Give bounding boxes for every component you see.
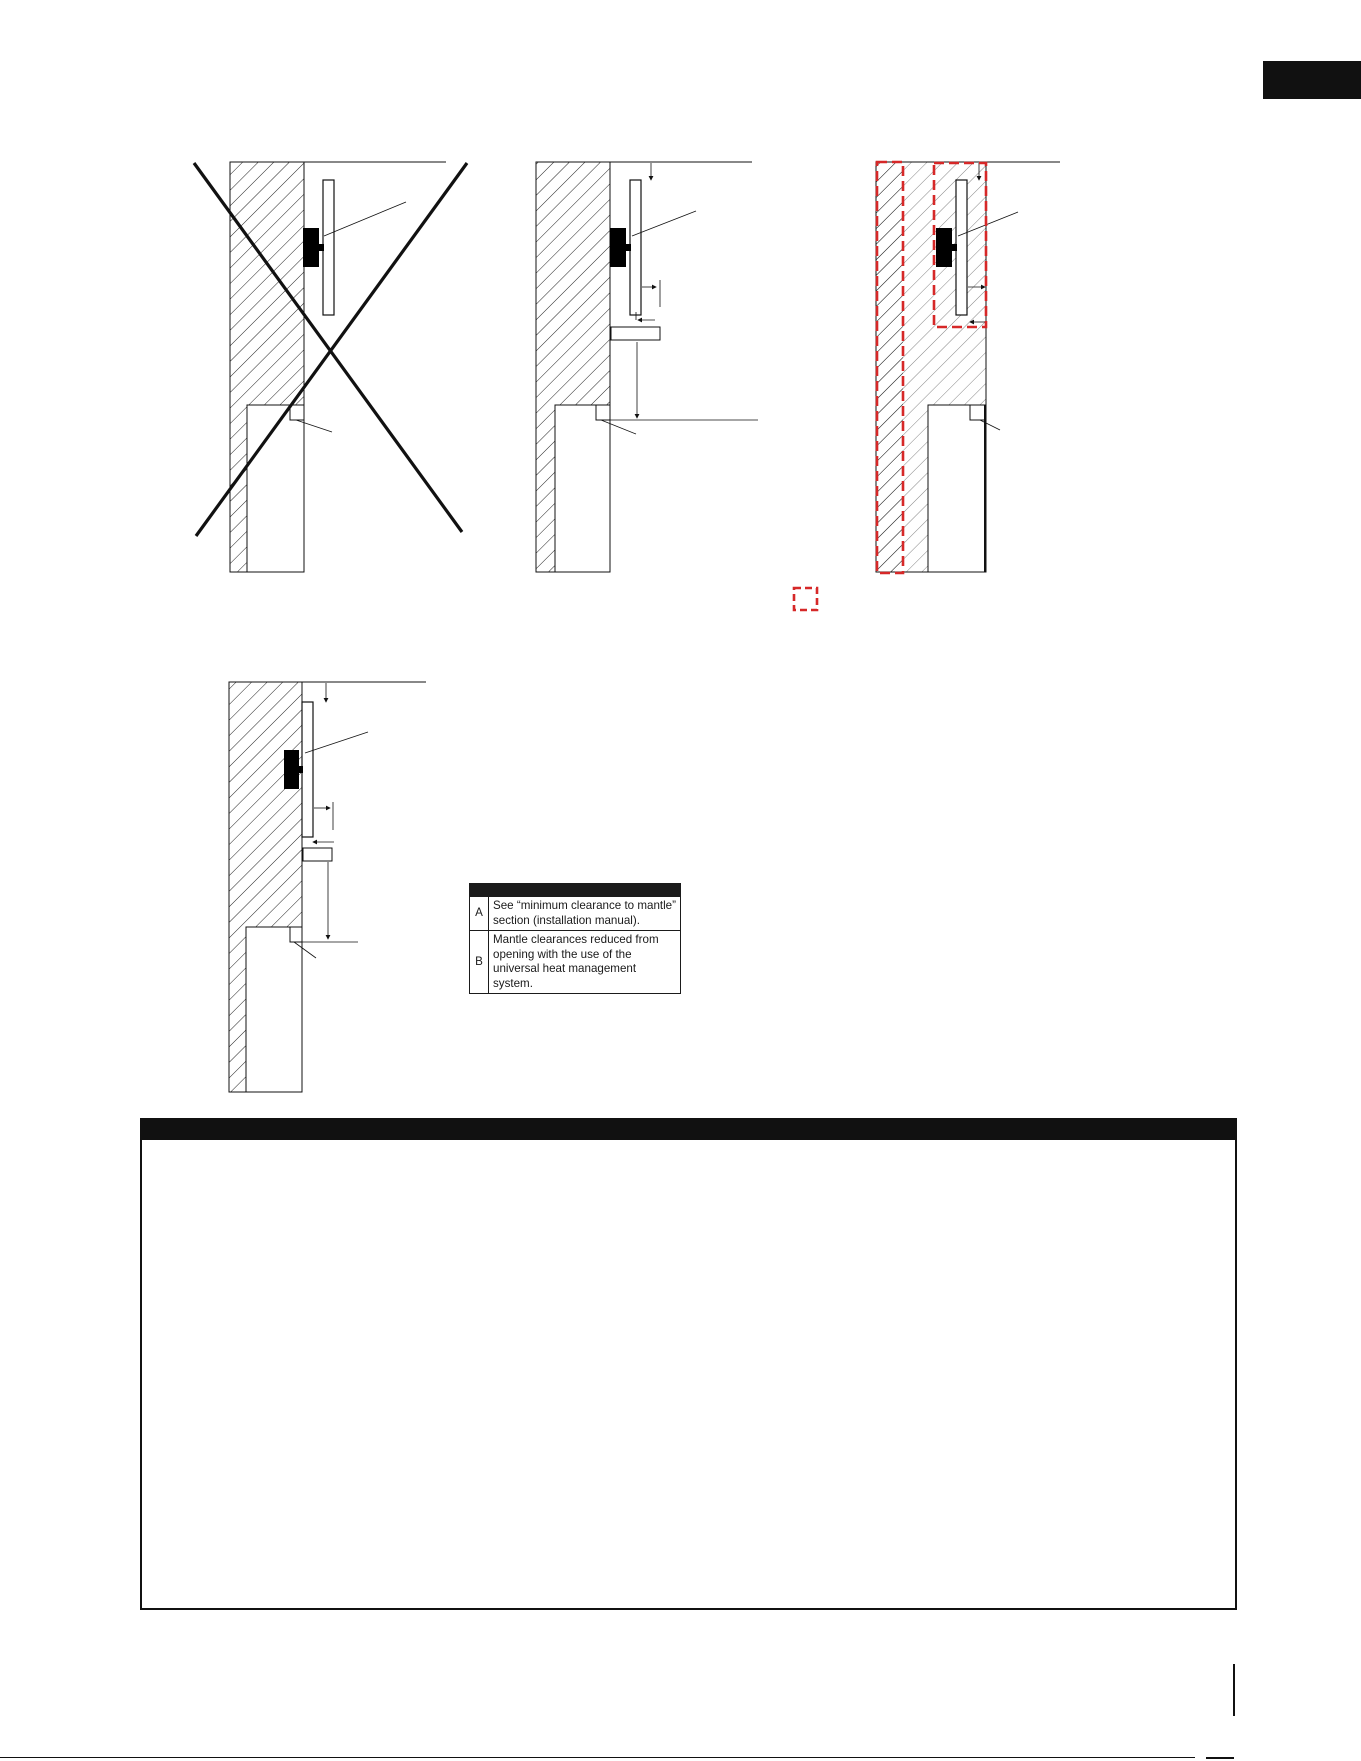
notice-box [140,1118,1237,1610]
section-tab-marker [1263,61,1361,99]
notice-header-bar [142,1120,1235,1140]
legend-row [470,931,681,994]
legend-table [469,883,681,994]
legend-header-key [470,884,489,897]
legend-key: A [470,897,489,931]
legend-key: B [470,931,489,994]
legend-row [470,897,681,931]
diagram-reduced-clearance [229,682,426,1092]
legend-header-text [489,884,681,897]
diagram-incorrect [194,162,467,572]
legend-header-row [470,884,681,897]
footer-rule [0,1757,1195,1758]
legend-description: Mantle clearances reduced from opening with the use of the universal heat management system. [489,931,681,994]
diagram-mantle-clearance [536,162,758,572]
footer-mark [1206,1757,1234,1759]
legend-description: See “minimum clearance to mantle” section (installation manual). [489,897,681,931]
page-number-rule [1233,1664,1235,1716]
dashed-red-square-icon [794,588,817,610]
diagram-heat-management [876,162,1060,573]
